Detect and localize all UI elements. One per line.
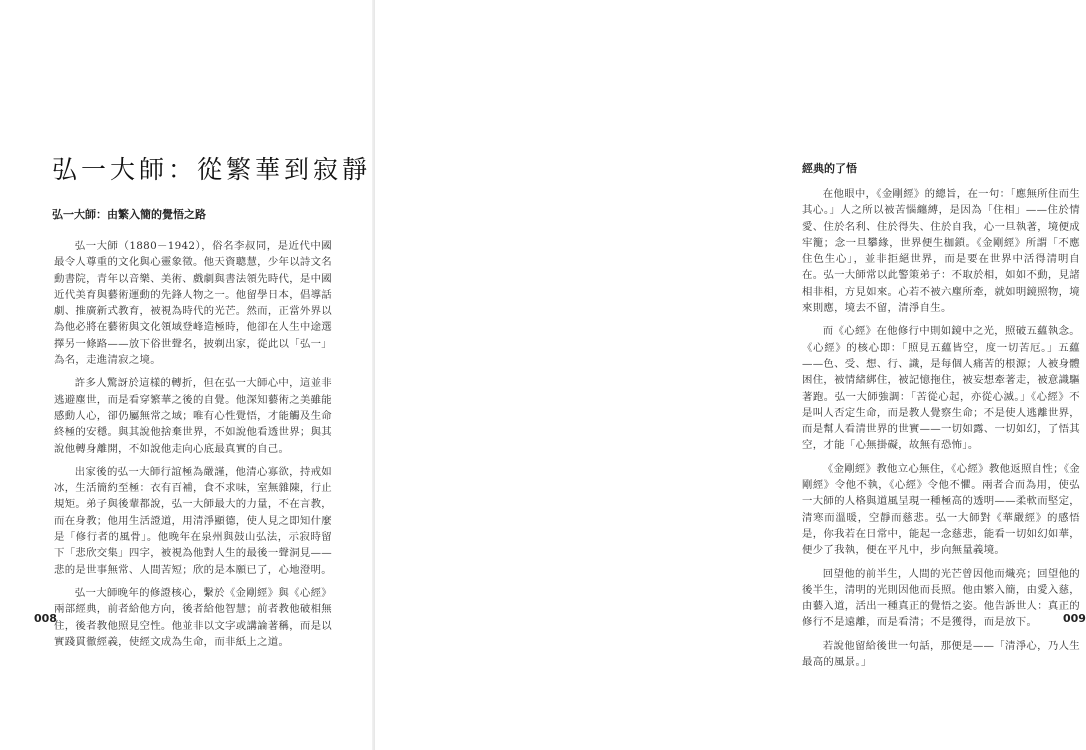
paragraph: 弘一大師晚年的修證核心，繫於《金剛經》與《心經》兩部經典，前者給他方向，後者給他智慧；前者教他破相無住，後者教他照見空性。他並非以文字或講論著稱，而是以實踐貫徹經義，使經文成為生命，而非紙上之道。 (54, 586, 332, 648)
paragraph: 若說他留給後世一句話，那便是——「清淨心，乃人生最高的風景。」 (802, 639, 1080, 669)
paragraph: 弘一大師（1880－1942），俗名李叔同，是近代中國最令人尊重的文化與心靈象徵。他天資聰慧，少年以詩文名動書院，青年以音樂、美術、戲劇與書法領先時代，是中國近代美育與藝術運動的先鋒人物之一。他留學日本，倡導話劇、推廣新式教育，被視為時代的光芒。然而，正當外界以為他必將在藝術與文化領域登峰造極時，他卻在人生中途選擇另一條路——放下俗世聲名，披剃出家，從此以「弘一」為名，走進清寂之境。 (54, 240, 332, 367)
right-body-text (802, 186, 1080, 677)
paragraph: 而《心經》在他修行中則如鏡中之光，照破五蘊執念。《心經》的核心即：「照見五蘊皆空，度一切苦厄。」五蘊——色、受、想、行、識，是每個人痛苦的根源；人被身體困住，被情緒綁住，被記憶拖住，被妄想牽著走，被意識驅著跑。弘一大師強調：「苦從心起，亦從心滅。」《心經》不是叫人否定生命，而是教人覺察生命；不是使人逃離世界，而是幫人看清世界的世實——一切如露、一切如幻，了悟其空，才能「心無掛礙，故無有恐怖」。 (802, 325, 1080, 452)
page-number-left: 008 (34, 612, 57, 625)
paragraph: 許多人驚訝於這樣的轉折，但在弘一大師心中，這並非逃避塵世，而是看穿繁華之後的自覺。他深知藝術之美雖能感動人心，卻仍屬無常之域；唯有心性覺悟，才能觸及生命終極的安穩。與其說他捨棄世界，不如說他看透世界；與其說他轉身離開，不如說他走向心底最真實的自己。 (54, 377, 332, 455)
paragraph: 在他眼中，《金剛經》的總旨，在一句：「應無所住而生其心。」人之所以被苦惱纏縛，是因為「住相」——住於情愛、住於名利、住於得失、住於自我，心一旦執著，境便成牢籠；念一旦攀緣，世界便生枷鎖。《金剛經》所謂「不應住色生心」，並非拒絕世界，而是要在世界中活得清明自在。弘一大師常以此警策弟子：不取於相，如如不動，見諸相非相，方見如來。心若不被六塵所牽，就如明鏡照物，境來則應，境去不留，清淨自生。 (802, 188, 1080, 315)
paragraph: 出家後的弘一大師行誼極為嚴謹，他清心寡欲，持戒如冰，生活簡約至極：衣有百補，食不求味，室無雜陳，行止規矩。弟子與後輩都說，弘一大師最大的力量，不在言教，而在身教；他用生活證道，用清淨顯德，使人見之即知什麼是「修行者的風骨」。他晚年在泉州與鼓山弘法，示寂時留下「悲欣交集」四字，被視為他對人生的最後一聲洞見——悲的是世事無常、人間苦短；欣的是本願已了，心地澄明。 (54, 465, 332, 576)
section-subtitle-right: 經典的了悟 (802, 162, 857, 175)
section-subtitle: 弘一大師：由繁入簡的覺悟之路 (52, 208, 206, 221)
right-page (375, 0, 1086, 750)
left-page (0, 0, 375, 750)
left-body-text (54, 238, 332, 657)
page-number-right: 009 (1063, 612, 1086, 625)
paragraph: 《金剛經》教他立心無住，《心經》教他返照自性；《金剛經》令他不執，《心經》令他不懼。兩者合而為用，使弘一大師的人格與道風呈現一種極高的透明——柔軟而堅定，清寒而溫暖，空靜而慈悲。弘一大師對《華嚴經》的感悟是，你我若在日常中，能起一念慈悲，能看一切如幻如華，便少了我執，便在平凡中，步向無量義境。 (802, 462, 1080, 557)
chapter-title: 弘一大師：從繁華到寂靜 (52, 155, 372, 184)
paragraph: 回望他的前半生，人間的光芒曾因他而熾亮；回望他的後半生，清明的光則因他而長照。他由繁入簡，由愛入慈，由藝入道，活出一種真正的覺悟之姿。他告訴世人：真正的修行不是遠離，而是看清；不是獲得，而是放下。 (802, 567, 1080, 629)
